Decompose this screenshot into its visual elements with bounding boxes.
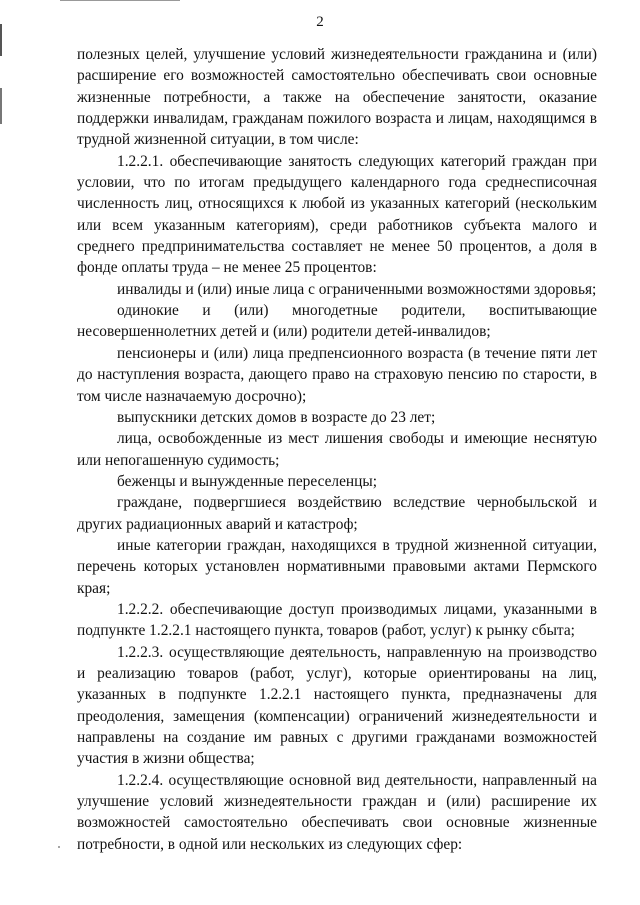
list-item: беженцы и вынужденные переселенцы; <box>117 472 378 490</box>
scan-artifact <box>58 846 60 848</box>
scan-artifact <box>60 0 180 1</box>
paragraph: 1.2.2.2. обеспечивающие доступ производимых лицами, указанными в подпункте 1.2.2.1 настоящего пункта, товаров (работ, услуг) к рынку сбыта; <box>77 600 597 640</box>
scan-artifact <box>0 88 2 124</box>
paragraph: 1.2.2.1. обеспечивающие занятость следующих категорий граждан при условии, что по итогам предыдущего календарного года среднесписочная численность лиц, относящихся к любой из указанных категорий (нескольким или всем указанным категориям), среди работников субъекта малого и среднего предпринимательства составляет не менее 50 процентов, а доля в фонде оплаты труда – не менее 25 процентов: <box>77 152 597 277</box>
list-item: граждане, подвергшиеся воздействию вследствие чернобыльской и других радиационных аварий и катастроф; <box>77 494 597 533</box>
list-item: инвалиды и (или) иные лица с ограниченными возможностями здоровья; <box>117 280 597 298</box>
paragraph: 1.2.2.4. осуществляющие основной вид деятельности, направленный на улучшение условий жизнедеятельности граждан и (или) расширение их возможностей самостоятельно обеспечивать свои основные жизненные потребности, в одной или нескольких из следующих сфер: <box>77 771 597 853</box>
list-item: иные категории граждан, находящихся в трудной жизненной ситуации, перечень которых установлен нормативными правовыми актами Пермского края; <box>77 536 597 597</box>
list-item: пенсионеры и (или) лица предпенсионного возраста (в течение пяти лет до наступления возраста, дающего право на страховую пенсию по старости, в том числе назначаемую досрочно); <box>77 344 597 405</box>
paragraph: 1.2.2.3. осуществляющие деятельность, направленную на производство и реализацию товаров (работ, услуг), которые ориентированы на лиц, указанных в подпункте 1.2.2.1 настоящего пункта, предназначены для преодоления, замещения (компенсации) ограничений жизнедеятельности и направлены на создание им равных с другими гражданами возможностей участия в жизни общества; <box>77 643 597 768</box>
list-item: одинокие и (или) многодетные родители, воспитывающие несовершеннолетних детей и (или) родители детей-инвалидов; <box>77 302 597 341</box>
paragraph: полезных целей, улучшение условий жизнедеятельности гражданина и (или) расширение его возможностей самостоятельно обеспечивать свои основные жизненные потребности, а также на обеспечение занятости, оказание поддержки инвалидам, гражданам пожилого возраста и лицам, находящимся в трудной жизненной ситуации, в том числе: <box>77 46 597 149</box>
page-number: 2 <box>316 14 324 30</box>
list-item: выпускники детских домов в возрасте до 23 лет; <box>117 408 436 426</box>
body-text <box>77 44 597 855</box>
list-item: лица, освобожденные из мест лишения свободы и имеющие неснятую или непогашенную судимость; <box>77 430 597 469</box>
